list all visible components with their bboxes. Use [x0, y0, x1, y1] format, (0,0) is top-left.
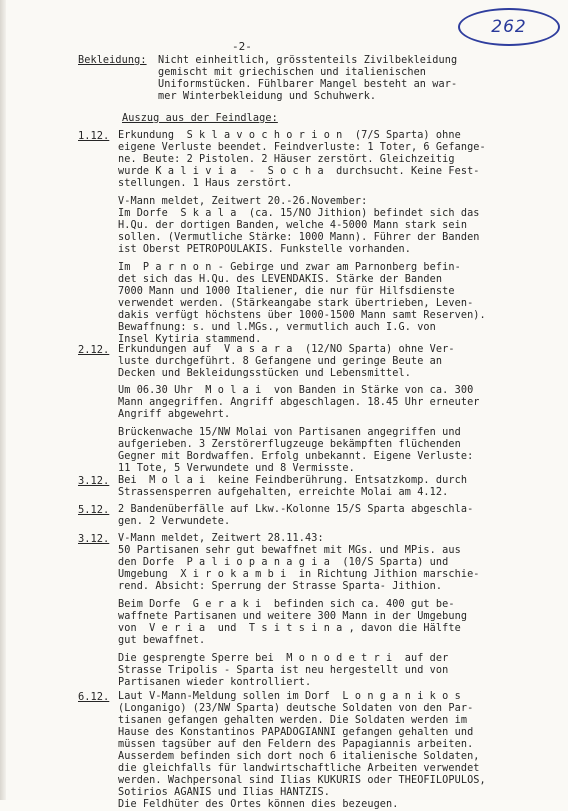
- entry-line: Decken und Bekleidungsstücken und Lebensmittel.: [118, 368, 411, 379]
- entry-line: Im P a r n o n - Gebirge und zwar am Parnonberg befin-: [118, 262, 461, 273]
- entry-line: sollen. (Vermutliche Stärke: 1000 Mann). Führer der Banden: [118, 232, 480, 243]
- entry-line: Sotirios AGANIS und Ilias HANTZIS.: [118, 787, 330, 798]
- clothing-line: mer Winterbekleidung und Schuhwerk.: [158, 91, 377, 102]
- entry-line: 7000 Mann und 1000 Italiener, die nur für Hilfsdienste: [118, 286, 455, 297]
- section-heading: Auszug aus der Feindlage:: [122, 113, 278, 124]
- entry-date: 2.12.: [78, 344, 110, 356]
- entry-line: stellungen. 1 Haus zerstört.: [118, 178, 293, 189]
- entry-line: Mann angegriffen. Angriff abgeschlagen. 18.45 Uhr erneuter: [118, 397, 480, 408]
- entry-line: Beim Dorfe G e r a k i befinden sich ca. 400 gut be-: [118, 599, 455, 610]
- entry-line: verwendet werden. (Stärkeangabe stark übertrieben, Leven-: [118, 298, 474, 309]
- entry-line: Bewaffnung: s. und l.MGs., vermutlich auch I.G. von: [118, 322, 436, 333]
- entry-line: Erkundung S k l a v o c h o r i o n (7/S Sparta) ohne: [118, 130, 461, 141]
- entry-line: Um 06.30 Uhr M o l a i von Banden in Stärke von ca. 300: [118, 385, 474, 396]
- entry-line: Hause des Konstantinos PAPADOGIANNI gefangen gehalten und: [118, 727, 474, 738]
- clothing-line: Nicht einheitlich, grösstenteils Zivilbekleidung: [158, 55, 458, 66]
- entry-line: gut bewaffnet.: [118, 635, 206, 646]
- entry-line: wurde K a l i v i a - S o c h a durchsucht. Keine Fest-: [118, 166, 480, 177]
- entry-line: Gegner mit Bordwaffen. Erfolg unbekannt. Eigene Verluste:: [118, 451, 474, 462]
- entry-line: Die gesprengte Sperre bei M o n o d e t r i auf der: [118, 653, 449, 664]
- entry-line: Ausserdem befinden sich dort noch 6 italienische Soldaten,: [118, 751, 480, 762]
- entry-line: waffnete Partisanen und weitere 300 Mann in der Umgebung: [118, 611, 468, 622]
- entry-line: müssen tagsüber auf den Feldern des Papagiannis arbeiten.: [118, 739, 474, 750]
- entry-line: Bei M o l a i keine Feindberührung. Entsatzkomp. durch: [118, 475, 468, 486]
- entry-line: H.Qu. der dortigen Banden, welche 4-5000 Mann stark sein: [118, 220, 468, 231]
- entry-line: Partisanen wieder kontrolliert.: [118, 677, 312, 688]
- entry-line: werden. Wachpersonal sind Ilias KUKURIS oder THEOFILOPULOS,: [118, 775, 486, 786]
- entry-line: luste durchgeführt. 8 Gefangene und geringe Beute an: [118, 356, 443, 367]
- entry-line: V-Mann meldet, Zeitwert 28.11.43:: [118, 533, 324, 544]
- entry-line: eigene Verluste beendet. Feindverluste: 1 Toter, 6 Gefange-: [118, 142, 486, 153]
- clothing-line: gemischt mit griechischen und italienischen: [158, 67, 427, 78]
- clothing-label: Bekleidung:: [78, 55, 147, 66]
- entry-line: tisanen gefangen gehalten werden. Die Soldaten werden im: [118, 715, 468, 726]
- entry-line: rend. Absicht: Sperrung der Strasse Sparta- Jithion.: [118, 581, 443, 592]
- entry-line: aufgerieben. 3 Zerstörerflugzeuge bekämpften flüchenden: [118, 439, 461, 450]
- entry-line: Strasse Tripolis - Sparta ist neu hergestellt und von: [118, 665, 449, 676]
- entry-line: 11 Tote, 5 Verwundete und 8 Vermisste.: [118, 463, 355, 474]
- entry-date: 3.12.: [78, 475, 110, 487]
- clothing-line: Uniformstücken. Fühlbarer Mangel besteht an war-: [158, 79, 458, 90]
- entry-line: Insel Kytiria stammend.: [118, 334, 262, 345]
- entry-line: den Dorfe P a l i o p a n a g i a (10/S Sparta) und: [118, 557, 449, 568]
- entry-date: 1.12.: [78, 130, 110, 142]
- archive-stamp: [458, 8, 560, 46]
- entry-line: ne. Beute: 2 Pistolen. 2 Häuser zerstört. Gleichzeitig: [118, 154, 455, 165]
- entry-line: die gleichfalls für landwirtschaftliche Arbeiten verwendet: [118, 763, 480, 774]
- entry-date: 5.12.: [78, 504, 110, 516]
- entry-line: Strassensperren aufgehalten, erreichte Molai am 4.12.: [118, 487, 449, 498]
- entry-line: V-Mann meldet, Zeitwert 20.-26.November:: [118, 196, 368, 207]
- entry-line: Im Dorfe S k a l a (ca. 15/NO Jithion) befindet sich das: [118, 208, 480, 219]
- entry-line: Erkundungen auf V a s a r a (12/NO Sparta) ohne Ver-: [118, 344, 455, 355]
- entry-date: 3.12.: [78, 533, 110, 545]
- entry-line: Die Feldhüter des Ortes können dies bezeugen.: [118, 799, 399, 810]
- entry-line: 2 Bandenüberfälle auf Lkw.-Kolonne 15/S Sparta abgeschla-: [118, 504, 474, 515]
- entry-line: von V e r i a und T s i t s i n a , davon die Hälfte: [118, 623, 461, 634]
- page-number: -2-: [232, 40, 252, 53]
- archive-stamp-number: 262: [491, 17, 527, 37]
- entry-line: Laut V-Mann-Meldung sollen im Dorf L o n g a n i k o s: [118, 691, 461, 702]
- entry-date: 6.12.: [78, 691, 110, 703]
- page-binding-edge: [0, 0, 6, 800]
- entry-line: ist Oberst PETROPOULAKIS. Funkstelle vorhanden.: [118, 244, 411, 255]
- entry-line: Umgebung X i r o k a m b i in Richtung Jithion marschie-: [118, 569, 480, 580]
- entry-line: (Longanigo) (23/NW Sparta) deutsche Soldaten von den Par-: [118, 703, 474, 714]
- entry-line: det sich das H.Qu. des LEVENDAKIS. Stärke der Banden: [118, 274, 443, 285]
- entry-line: Brückenwache 15/NW Molai von Partisanen angegriffen und: [118, 427, 461, 438]
- entry-line: dakis verfügt höchstens über 1000-1500 Mann samt Reserven).: [118, 310, 486, 321]
- entry-line: 50 Partisanen sehr gut bewaffnet mit MGs. und MPis. aus: [118, 545, 461, 556]
- entry-line: Angriff abgewehrt.: [118, 409, 231, 420]
- entry-line: gen. 2 Verwundete.: [118, 516, 231, 527]
